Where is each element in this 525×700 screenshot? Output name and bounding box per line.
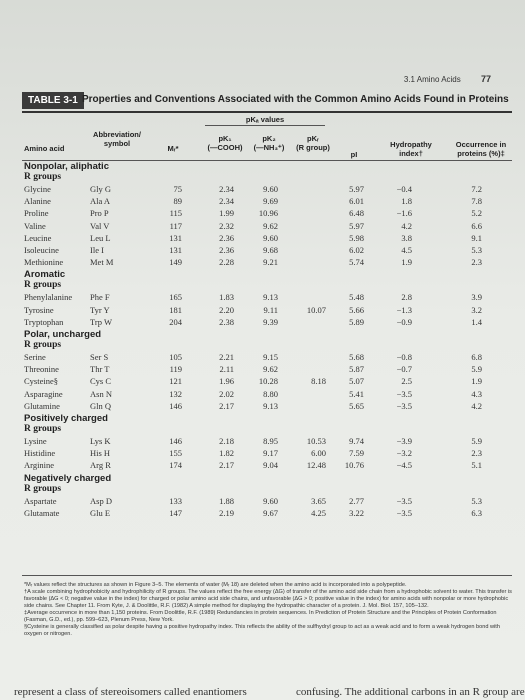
cell-pi: 5.87: [349, 364, 364, 375]
cell-pk2: 9.13: [263, 400, 278, 411]
cell-pkr: 3.65: [311, 495, 326, 506]
cell-hyd: −0.7: [396, 364, 412, 375]
cell-abbr: Glu E: [90, 507, 111, 518]
cell-pk2: 8.95: [263, 436, 278, 446]
cell-hyd: 4.5: [401, 245, 412, 255]
group-title: Aromatic: [24, 269, 66, 281]
table-row: [0, 436, 525, 448]
cell-name: Glycine: [24, 184, 51, 194]
cell-occ: 4.3: [471, 388, 482, 399]
cell-pkr: 4.25: [311, 507, 326, 518]
table-row: [0, 448, 525, 460]
cell-abbr: Asn N: [90, 388, 112, 399]
cell-mr: 119: [169, 364, 182, 375]
pi-header: pI: [350, 150, 358, 159]
cell-occ: 6.3: [471, 507, 482, 518]
table-bottom-rule: [22, 575, 512, 576]
cell-name: Tryptophan: [24, 316, 64, 327]
group-heading-polar-uncharged: [24, 330, 101, 350]
footnote-occurrence: ‡Average occurrence in more than 1,150 proteins. From Doolittle, R.F. (1989) Redundancies in protein sequences. In Prediction of Protein Structure and the Principles of Protein Conformation (Fasman, G.D., ed.), pp. 599–623, Plenum Press, New York.: [24, 610, 497, 623]
group-heading-positively-charged: [24, 414, 108, 434]
group-title: Nonpolar, aliphatic: [24, 161, 109, 172]
cell-pk1: 2.11: [219, 364, 234, 375]
cell-abbr: Pro P: [90, 208, 109, 219]
cell-name: Aspartate: [24, 495, 57, 506]
cell-pk2: 9.15: [263, 352, 278, 362]
cell-hyd: −3.9: [396, 436, 412, 446]
cell-abbr: Phe F: [90, 292, 110, 303]
table-row: [0, 196, 525, 208]
cell-pi: 5.41: [349, 388, 364, 399]
cell-pk2: 10.96: [258, 208, 278, 219]
cell-occ: 5.1: [471, 460, 482, 471]
group-subtitle: R groups: [24, 280, 62, 291]
group-heading-negatively-charged: [24, 474, 111, 494]
group-subtitle: R groups: [24, 172, 62, 182]
cell-pi: 6.02: [349, 245, 364, 255]
cell-occ: 4.2: [471, 400, 482, 411]
cell-abbr: Cys C: [90, 376, 112, 387]
cell-pk1: 2.20: [219, 304, 234, 315]
cell-pk1: 2.19: [219, 507, 234, 518]
cell-abbr: His H: [90, 448, 111, 459]
table-row: [0, 208, 525, 220]
cell-pk1: 2.34: [219, 196, 234, 207]
cell-abbr: Gln Q: [90, 400, 112, 411]
cell-pk2: 9.13: [263, 292, 278, 303]
cell-abbr: Arg R: [90, 460, 111, 471]
cell-pk1: 2.36: [219, 232, 234, 243]
cell-hyd: −1.3: [396, 304, 412, 315]
cell-name: Tyrosine: [24, 304, 54, 315]
cell-name: Cysteine§: [24, 376, 58, 387]
table-row: [0, 508, 525, 520]
cell-abbr: Ala A: [90, 196, 111, 207]
body-text-left: represent a class of stereoisomers called enantiomers: [14, 686, 247, 698]
cell-mr: 117: [169, 220, 182, 231]
cell-occ: 5.3: [471, 245, 482, 255]
cell-name: Proline: [24, 208, 49, 219]
cell-name: Histidine: [24, 448, 56, 459]
group-subtitle: R groups: [24, 340, 62, 350]
cell-abbr: Val V: [90, 220, 110, 231]
cell-hyd: −4.5: [396, 460, 412, 471]
pka-values-header: pKₐ values: [245, 115, 285, 124]
page-number: 77: [480, 74, 491, 84]
cell-occ: 5.9: [471, 364, 482, 375]
cell-hyd: −0.9: [396, 316, 412, 327]
footnote-hydropathy: †A scale combining hydrophobicity and hydrophilicity of R groups. The values reflect the free energy (ΔG) of transfer of the amino acid side chain from a hydrophobic solvent to water. This transfer is favorable (ΔG < 0; negative value in the index) for charged or polar amino acid side chains, and unfavorable (ΔG > 0; positive value in the index) for amino acids with nonpolar or more hydrophobic side chains. See Chapter 11. From Kyte, J. & Doolittle, R.F. (1982) A simple method for displaying the hydropathic character of a protein. J. Mol. Biol. 157, 105–132.: [24, 589, 512, 609]
cell-pk2: 9.62: [263, 364, 278, 375]
table-row: [0, 376, 525, 388]
cell-name: Glutamate: [24, 507, 60, 518]
group-title: Polar, uncharged: [24, 329, 102, 340]
cell-occ: 5.9: [471, 436, 482, 446]
cell-pk2: 9.68: [263, 245, 278, 255]
cell-hyd: −0.8: [396, 352, 412, 362]
cell-pk1: 1.82: [219, 448, 234, 459]
cell-pi: 10.76: [344, 460, 364, 471]
cell-pi: 5.68: [349, 352, 364, 362]
table-row: [0, 352, 525, 364]
cell-pi: 5.97: [349, 220, 364, 231]
cell-pk2: 9.17: [263, 448, 278, 459]
cell-name: Valine: [24, 220, 46, 231]
cell-mr: 121: [169, 376, 182, 387]
cell-abbr: Asp D: [90, 495, 112, 506]
cell-pk2: 9.60: [263, 232, 278, 243]
group-heading-aromatic: [24, 270, 65, 290]
cell-occ: 1.4: [471, 316, 482, 327]
table-row: [0, 292, 525, 304]
cell-mr: 131: [169, 245, 182, 255]
cell-abbr: Thr T: [90, 364, 110, 375]
amino-acid-header: Amino acid: [24, 144, 65, 153]
cell-pk1: 2.02: [219, 388, 234, 399]
cell-pkr: 10.53: [306, 436, 326, 446]
cell-occ: 7.2: [471, 184, 482, 194]
cell-hyd: −3.5: [396, 507, 412, 518]
cell-pk1: 2.34: [219, 184, 234, 194]
cell-mr: 146: [169, 436, 182, 446]
cell-pkr: 6.00: [311, 448, 326, 459]
cell-pi: 5.48: [349, 292, 364, 303]
cell-pk1: 2.17: [219, 400, 234, 411]
table-top-rule: [22, 111, 512, 113]
table-row: [0, 221, 525, 233]
cell-pk1: 2.32: [219, 220, 234, 231]
cell-hyd: −3.5: [396, 495, 412, 506]
cell-hyd: 1.8: [401, 196, 412, 207]
cell-occ: 2.3: [471, 257, 482, 268]
cell-pk2: 9.60: [263, 184, 278, 194]
cell-mr: 115: [169, 208, 182, 219]
cell-abbr: Lys K: [90, 436, 111, 446]
abbreviation-header: Abbreviation/ symbol: [93, 130, 141, 148]
cell-mr: 165: [169, 292, 182, 303]
cell-abbr: Gly G: [90, 184, 112, 194]
cell-mr: 89: [173, 196, 182, 207]
cell-name: Threonine: [24, 364, 59, 375]
running-head-section: 3.1 Amino Acids: [403, 75, 461, 84]
body-text-right: confusing. The additional carbons in an R group are: [296, 686, 525, 698]
cell-hyd: −3.5: [396, 388, 412, 399]
cell-hyd: 2.5: [401, 376, 412, 387]
cell-hyd: −3.5: [396, 400, 412, 411]
table-row: [0, 389, 525, 401]
cell-occ: 3.9: [471, 292, 482, 303]
cell-pk1: 2.21: [219, 352, 234, 362]
cell-mr: 204: [169, 316, 182, 327]
cell-pk1: 2.36: [219, 245, 234, 255]
cell-occ: 3.2: [471, 304, 482, 315]
cell-pk1: 2.18: [219, 436, 234, 446]
cell-abbr: Met M: [90, 257, 114, 268]
cell-mr: 131: [169, 232, 182, 243]
cell-occ: 1.9: [471, 376, 482, 387]
cell-mr: 155: [169, 448, 182, 459]
cell-pk2: 10.28: [258, 376, 278, 387]
cell-pi: 5.07: [349, 376, 364, 387]
cell-pi: 5.98: [349, 232, 364, 243]
cell-name: Serine: [24, 352, 46, 362]
cell-hyd: −1.6: [396, 208, 412, 219]
cell-hyd: 1.9: [401, 257, 412, 268]
cell-occ: 6.6: [471, 220, 482, 231]
cell-pk2: 9.39: [263, 316, 278, 327]
cell-occ: 2.3: [471, 448, 482, 459]
cell-abbr: Trp W: [90, 316, 112, 327]
cell-abbr: Leu L: [90, 232, 111, 243]
group-title: Negatively charged: [24, 472, 112, 484]
cell-pi: 6.48: [349, 208, 364, 219]
cell-pi: 2.77: [349, 495, 364, 506]
cell-pi: 5.66: [349, 304, 364, 315]
hydropathy-header: Hydropathy index†: [390, 140, 432, 158]
cell-mr: 147: [169, 507, 182, 518]
cell-pk2: 9.60: [263, 495, 278, 506]
cell-pk2: 8.80: [263, 388, 278, 399]
cell-occ: 5.2: [471, 208, 482, 219]
group-subtitle: R groups: [24, 483, 62, 494]
cell-mr: 146: [169, 400, 182, 411]
cell-mr: 133: [169, 495, 182, 506]
cell-hyd: 2.8: [401, 292, 412, 303]
table-row: [0, 257, 525, 269]
table-row: [0, 184, 525, 196]
cell-pk1: 1.88: [219, 495, 234, 506]
table-row: [0, 364, 525, 376]
table-row: [0, 401, 525, 413]
table-row: [0, 245, 525, 257]
cell-pk2: 9.11: [263, 304, 278, 315]
cell-occ: 9.1: [471, 232, 482, 243]
cell-mr: 181: [169, 304, 182, 315]
table-row: [0, 305, 525, 317]
table-label: TABLE 3-1: [22, 92, 84, 109]
cell-pk1: 1.83: [219, 292, 234, 303]
cell-pi: 5.74: [349, 257, 364, 268]
cell-pi: 5.65: [349, 400, 364, 411]
cell-pi: 3.22: [349, 507, 364, 518]
cell-pk2: 9.67: [263, 507, 278, 518]
pka-header-rule: [205, 125, 325, 126]
cell-pk1: 2.38: [219, 316, 234, 327]
cell-mr: 75: [173, 184, 182, 194]
table-row: [0, 496, 525, 508]
cell-name: Alanine: [24, 196, 51, 207]
running-head: [404, 74, 491, 84]
cell-pi: 7.59: [349, 448, 364, 459]
footnote-cysteine: §Cysteine is generally classified as polar despite having a positive hydropathy index. This reflects the ability of the sulfhydryl group to act as a weak acid and to form a weak hydrogen bond with oxygen or nitrogen.: [24, 624, 500, 637]
cell-name: Arginine: [24, 460, 55, 471]
table-row: [0, 460, 525, 472]
pk2-header: pK₂ (—NH₃⁺): [253, 134, 285, 152]
cell-abbr: Ile I: [90, 245, 104, 255]
footnotes: [24, 582, 512, 638]
group-subtitle: R groups: [24, 424, 62, 434]
cell-occ: 7.8: [471, 196, 482, 207]
cell-hyd: 3.8: [401, 232, 412, 243]
cell-occ: 6.8: [471, 352, 482, 362]
cell-pk1: 2.17: [219, 460, 234, 471]
cell-pk2: 9.04: [263, 460, 278, 471]
cell-mr: 105: [169, 352, 182, 362]
group-title: Positively charged: [24, 413, 108, 424]
cell-pi: 5.97: [349, 184, 364, 194]
cell-hyd: −0.4: [396, 184, 412, 194]
cell-name: Glutamine: [24, 400, 60, 411]
cell-pk2: 9.21: [263, 257, 278, 268]
cell-name: Isoleucine: [24, 245, 59, 255]
cell-name: Asparagine: [24, 388, 63, 399]
cell-mr: 132: [169, 388, 182, 399]
cell-pi: 6.01: [349, 196, 364, 207]
cell-hyd: −3.2: [396, 448, 412, 459]
cell-pk1: 2.28: [219, 257, 234, 268]
cell-name: Phenylalanine: [24, 292, 73, 303]
table-row: [0, 317, 525, 329]
cell-mr: 174: [169, 460, 182, 471]
cell-abbr: Tyr Y: [90, 304, 110, 315]
cell-pk1: 1.99: [219, 208, 234, 219]
cell-name: Methionine: [24, 257, 64, 268]
cell-hyd: 4.2: [401, 220, 412, 231]
cell-abbr: Ser S: [90, 352, 109, 362]
cell-name: Lysine: [24, 436, 47, 446]
occurrence-header: Occurrence in proteins (%)‡: [455, 140, 507, 158]
cell-pk1: 1.96: [219, 376, 234, 387]
cell-pi: 9.74: [349, 436, 364, 446]
table-row: [0, 233, 525, 245]
group-heading-nonpolar-aliphatic: [24, 162, 109, 182]
cell-pkr: 10.07: [306, 304, 326, 315]
mr-header: Mᵣ*: [167, 144, 179, 153]
cell-pk2: 9.69: [263, 196, 278, 207]
table-title: Properties and Conventions Associated with the Common Amino Acids Found in Proteins: [82, 94, 509, 105]
cell-pk2: 9.62: [263, 220, 278, 231]
cell-mr: 149: [169, 257, 182, 268]
cell-pi: 5.89: [349, 316, 364, 327]
footnote-mr: *Mᵣ values reflect the structures as shown in Figure 3–5. The elements of water (Mᵣ 18) are deleted when the amino acid is incorporated into a polypeptide.: [24, 582, 407, 588]
cell-name: Leucine: [24, 232, 52, 243]
cell-pkr: 12.48: [306, 460, 326, 471]
cell-occ: 5.3: [471, 495, 482, 506]
pk1-header: pK₁ (—COOH): [207, 134, 243, 152]
cell-pkr: 8.18: [311, 376, 326, 387]
pkr-header: pKᵣ (R group): [296, 134, 330, 152]
